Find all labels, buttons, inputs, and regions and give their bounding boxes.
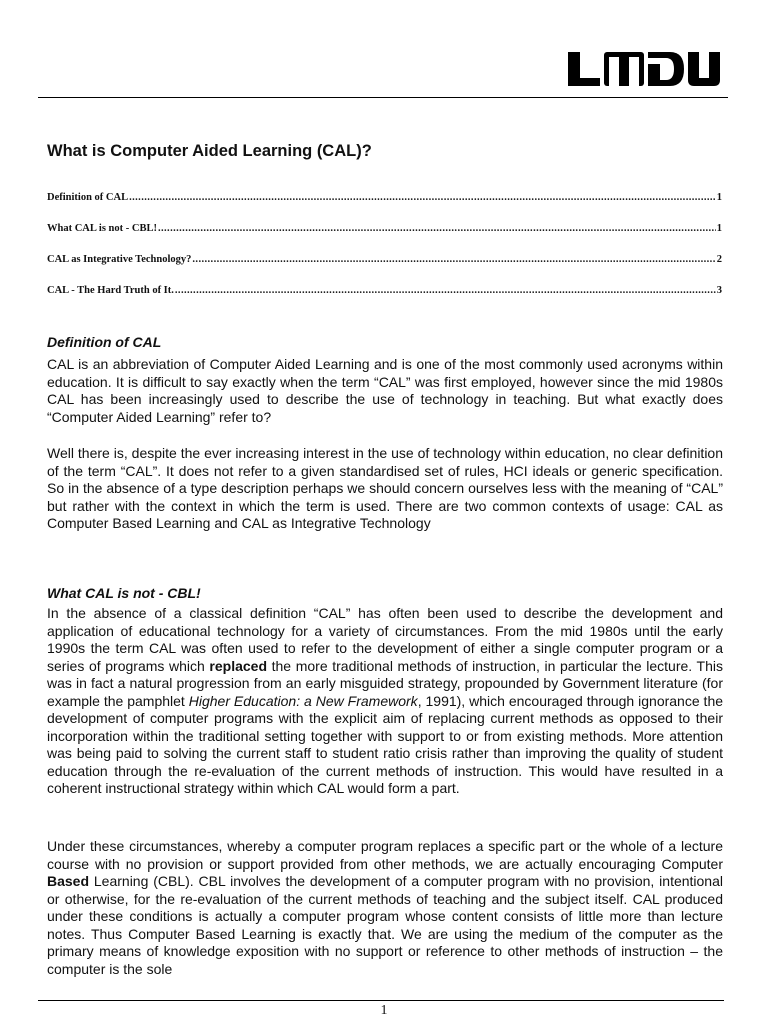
toc-label: Definition of CAL [47,192,129,203]
footer-rule [38,1000,724,1001]
toc-label: What CAL is not - CBL! [47,223,157,234]
page-title: What is Computer Aided Learning (CAL)? [47,142,372,160]
toc-label: CAL - The Hard Truth of It. [47,285,174,296]
paragraph: Well there is, despite the ever increasing interest in the use of technology within education, no clear definition of the term “CAL”. It does not refer to a given standardised set of rules, HCI ideals or generic specification. So in the absence of a type description perhaps we should concern ourselves less with the meaning of “CAL” but rather with the context in which the term is used. There are two common contexts of usage: CAL as Computer Based Learning and CAL as Integrative Technology [47,445,723,531]
toc-entry[interactable] [47,192,722,223]
section-heading-definition: Definition of CAL [47,334,162,350]
paragraph: Under these circumstances, whereby a computer program replaces a specific part or the whole of a lecture course with no provision or support provided from other methods, we are actually encouraging Computer Based Learning (CBL). CBL involves the development of a computer program with no provision, intentional or otherwise, for the re-evaluation of the current methods of teaching and the subject itself. CAL produced under these conditions is actually a computer program whose content consists of little more than lecture notes. Thus Computer Based Learning is exactly that. We are using the medium of the computer as the primary means of knowledge exposition with no support or reference to other methods of instruction – the computer is the sole [47,838,723,977]
ltdu-logo [566,50,722,88]
toc-label: CAL as Integrative Technology? [47,254,192,265]
header-rule [38,97,728,98]
toc-entry[interactable] [47,254,722,285]
paragraph: CAL is an abbreviation of Computer Aided Learning and is one of the most commonly used acronyms within education. It is difficult to say exactly when the term “CAL” was first employed, however since the mid 1980s CAL has been increasingly used to describe the use of technology in teaching. But what exactly does “Computer Aided Learning” refer to? [47,356,723,425]
toc-page: 3 [716,285,722,296]
toc-page: 2 [716,254,722,265]
table-of-contents [47,192,722,316]
paragraph: In the absence of a classical definition “CAL” has often been used to describe the development and application of educational technology for a variety of circumstances. From the mid 1980s until the early 1990s the term CAL was often used to refer to the development of either a single computer program or a series of programs which replaced the more traditional methods of instruction, in particular the lecture. This was in fact a natural progression from an early misguided strategy, propounded by Government literature (for example the pamphlet Higher Education: a New Framework, 1991), which encouraged through ignorance the development of computer programs with the explicit aim of replacing current methods as opposed to their incorporation within the traditional setting together with support to or from existing methods. More attention was being paid to solving the current staff to student ratio crisis rather than improving the quality of student education through the re-evaluation of the current methods of instruction. This would have resulted in a coherent instructional strategy within which CAL would form a part. [47,605,724,796]
page-number: 1 [380,1003,388,1018]
toc-entry[interactable] [47,223,722,254]
toc-page: 1 [716,192,722,203]
toc-entry[interactable] [47,285,722,316]
section-heading-cbl: What CAL is not - CBL! [47,585,201,601]
toc-page: 1 [716,223,722,234]
